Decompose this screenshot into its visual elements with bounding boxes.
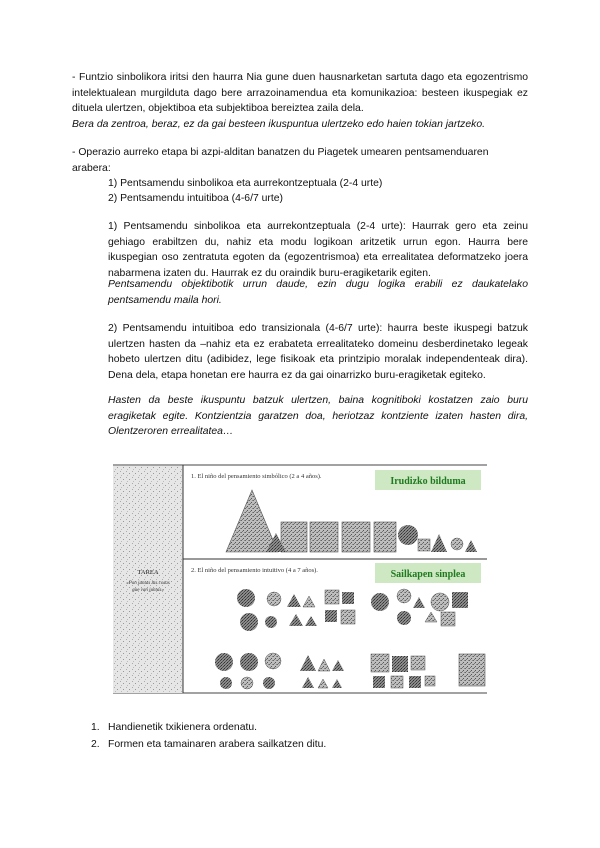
- list-item-2: Formen eta tamainaren arabera sailkatzen ditu.: [108, 739, 327, 750]
- row2-label: Sailkapen sinplea: [390, 569, 466, 580]
- row1-shapes: [226, 490, 477, 552]
- row2-upper-shapes: [237, 589, 468, 631]
- list-item-1: Handienetik txikienera ordenatu.: [108, 722, 258, 733]
- side-panel-texture: [113, 466, 183, 693]
- sub-stage-1: 1) Pentsamendu sinbolikoa eta aurrekontzeptuala (2-4 urte): [108, 178, 383, 189]
- paragraph-egocentrism-note: Bera da zentroa, beraz, ez da gai besteen ikuspuntua ulertzeko edo haien tokian jartzeko.: [72, 119, 486, 130]
- paragraph-egocentrism: - Funtzio sinbolikora iritsi den haurra Nia gune duen hausnarketan sartuta dago eta egozentrismo intelektualean murgilduta dago bere arrazoinamendua eta komunikazioa: besteen ikuspegiak ez dituela ulertzen, objektiboa eta subjektiboa bereiztea zaila dela.: [72, 72, 528, 114]
- sub-stage-2: 2) Pentsamendu intuitiboa (4-6/7 urte): [108, 193, 284, 204]
- paragraph-preoperational: - Operazio aurreko etapa bi azpi-alditan banatzen du Piagetek umearen pentsamenduaren arabera:: [72, 147, 489, 174]
- list-number-1: 1.: [91, 722, 100, 733]
- row2-lower-shapes: [215, 653, 485, 689]
- side-title: TAREA: [137, 569, 159, 576]
- classification-figure: [113, 464, 487, 694]
- list-number-2: 2.: [91, 739, 100, 750]
- row1-label: Irudizko bilduma: [390, 476, 466, 487]
- paragraph-symbolic-note: Pentsamendu objektibotik urrun daude, ezin dugu logika erabili ez daukatelako pentsamendu maila hori.: [108, 279, 528, 306]
- side-subtitle: «Pon juntas las cosas que van juntas»: [126, 581, 170, 593]
- paragraph-intuitive-note: Hasten da beste ikuspuntu batzuk ulertzen, baina kognitiboki kostatzen zaio buru eragiketak egite. Kontzientzia garatzen doa, heriotzaz kontziente izaten hasten dira, Olentzeroren errealitatea…: [108, 395, 528, 437]
- row2-caption: 2. El niño del pensamiento intuitivo (4 a 7 años).: [191, 567, 318, 574]
- paragraph-intuitive: 2) Pentsamendu intuitiboa edo transizionala (4-6/7 urte): haurra beste ikuspegi batzuk ulertzen hasten da –nahiz eta ez erabateta errealitateko domeinu desberdinetako legeak hobeto ulertzen ditu (adibidez, lege fisikoak eta printzipio moralak independenteak dira). Dena dela, etapa honetan ere haurra ez da gai oinarrizko buru-eragiketak egiteko.: [108, 323, 528, 381]
- row1-caption: 1. El niño del pensamiento simbólico (2 a 4 años).: [191, 473, 322, 480]
- paragraph-symbolic: 1) Pentsamendu sinbolikoa eta aurrekontzeptuala (2-4 urte): Haurrak gero eta zeinu gehiago erabiltzen du, nahiz eta modu logikoan aritzetik urrun egon. Haurra bere ikuspegian oso zentratuta egoten da (egozentrismoa) eta errealitatea deformatzeko joera nabarmena izaten du. Haurrak ez du oraindik buru-eragiketarik egiten.: [108, 221, 528, 279]
